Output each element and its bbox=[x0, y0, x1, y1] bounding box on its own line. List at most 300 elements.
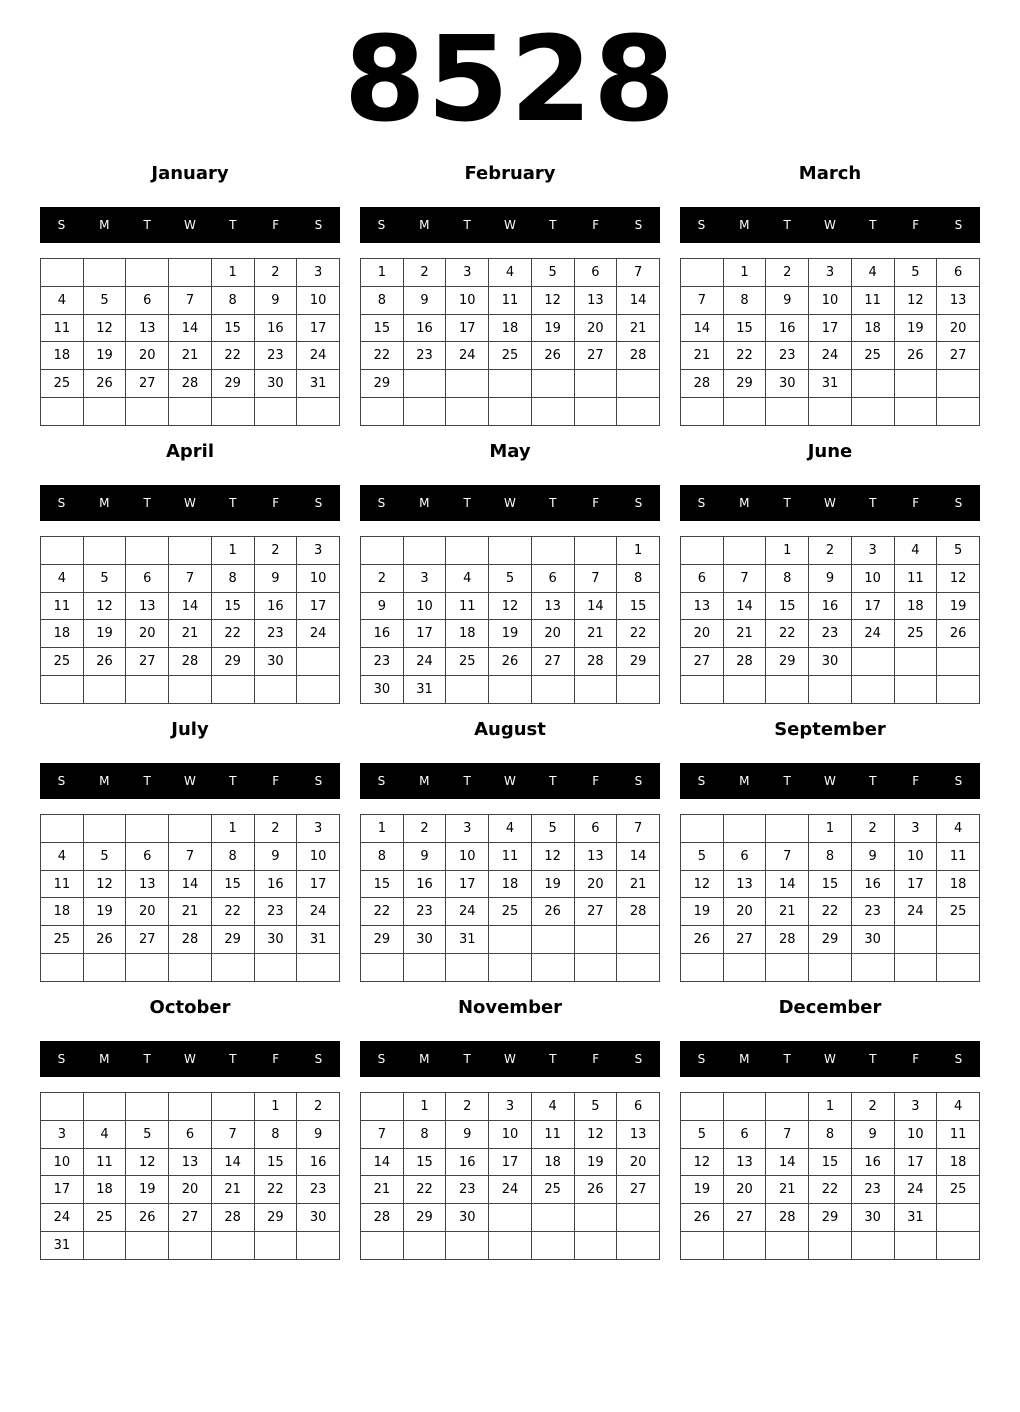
day-cell: 9 bbox=[446, 1120, 489, 1148]
day-cell: 20 bbox=[723, 1176, 766, 1204]
day-cell: 26 bbox=[83, 370, 126, 398]
day-cell bbox=[937, 1204, 980, 1232]
day-cell: 25 bbox=[937, 1176, 980, 1204]
day-cell bbox=[169, 1093, 212, 1121]
day-cell bbox=[41, 398, 84, 426]
day-cell: 25 bbox=[489, 898, 532, 926]
week-row bbox=[681, 842, 980, 870]
day-cell: 8 bbox=[361, 286, 404, 314]
day-cell: 25 bbox=[41, 648, 84, 676]
day-cell: 22 bbox=[254, 1176, 297, 1204]
day-cell bbox=[489, 954, 532, 982]
month-title: April bbox=[165, 441, 215, 462]
day-cell bbox=[574, 1232, 617, 1260]
day-cell bbox=[531, 398, 574, 426]
day-cell bbox=[937, 370, 980, 398]
week-row bbox=[361, 342, 660, 370]
day-cell bbox=[361, 1093, 404, 1121]
weekday-label: W bbox=[184, 774, 196, 788]
day-cell bbox=[937, 648, 980, 676]
day-cell: 24 bbox=[297, 342, 340, 370]
day-cell: 6 bbox=[723, 842, 766, 870]
day-cell: 7 bbox=[723, 564, 766, 592]
day-cell: 9 bbox=[254, 286, 297, 314]
day-cell: 19 bbox=[126, 1176, 169, 1204]
week-row bbox=[361, 314, 660, 342]
day-cell: 28 bbox=[361, 1204, 404, 1232]
day-cell: 25 bbox=[41, 370, 84, 398]
weekday-label: F bbox=[912, 774, 920, 788]
day-cell: 13 bbox=[681, 592, 724, 620]
day-grid bbox=[360, 814, 660, 982]
day-cell: 8 bbox=[211, 564, 254, 592]
weekday-label: F bbox=[272, 774, 280, 788]
day-cell: 29 bbox=[211, 370, 254, 398]
day-cell: 24 bbox=[446, 342, 489, 370]
day-cell: 21 bbox=[169, 898, 212, 926]
day-grid bbox=[40, 814, 340, 982]
day-cell bbox=[169, 815, 212, 843]
weekday-label: F bbox=[912, 496, 920, 510]
day-cell: 2 bbox=[403, 259, 446, 287]
day-cell: 7 bbox=[617, 259, 660, 287]
week-row bbox=[361, 592, 660, 620]
weekday-label: S bbox=[954, 218, 963, 232]
day-cell: 15 bbox=[809, 870, 852, 898]
day-cell: 8 bbox=[361, 842, 404, 870]
day-cell: 4 bbox=[937, 815, 980, 843]
day-cell bbox=[531, 926, 574, 954]
day-cell: 27 bbox=[681, 648, 724, 676]
day-cell: 8 bbox=[809, 842, 852, 870]
day-cell: 17 bbox=[297, 592, 340, 620]
day-cell: 23 bbox=[446, 1176, 489, 1204]
day-cell: 19 bbox=[894, 314, 937, 342]
day-cell: 29 bbox=[254, 1204, 297, 1232]
day-cell: 16 bbox=[851, 1148, 894, 1176]
day-cell: 27 bbox=[574, 898, 617, 926]
day-cell: 24 bbox=[489, 1176, 532, 1204]
day-cell: 26 bbox=[83, 648, 126, 676]
day-cell: 20 bbox=[937, 314, 980, 342]
day-cell: 26 bbox=[937, 620, 980, 648]
day-cell: 2 bbox=[254, 537, 297, 565]
day-cell: 14 bbox=[617, 286, 660, 314]
day-cell bbox=[617, 398, 660, 426]
day-cell: 1 bbox=[211, 815, 254, 843]
day-cell: 18 bbox=[83, 1176, 126, 1204]
weekday-label: W bbox=[184, 1052, 196, 1066]
day-cell bbox=[531, 954, 574, 982]
day-cell: 26 bbox=[681, 926, 724, 954]
day-cell: 4 bbox=[41, 564, 84, 592]
day-cell: 29 bbox=[617, 648, 660, 676]
day-cell bbox=[894, 954, 937, 982]
weekday-label: S bbox=[634, 774, 643, 788]
day-cell bbox=[617, 926, 660, 954]
day-cell: 5 bbox=[574, 1093, 617, 1121]
day-cell bbox=[297, 398, 340, 426]
day-cell bbox=[574, 926, 617, 954]
day-cell: 12 bbox=[937, 564, 980, 592]
day-cell: 19 bbox=[681, 898, 724, 926]
day-cell bbox=[937, 398, 980, 426]
day-cell: 15 bbox=[809, 1148, 852, 1176]
weekday-label: W bbox=[824, 496, 836, 510]
day-cell: 11 bbox=[41, 592, 84, 620]
day-cell: 10 bbox=[297, 286, 340, 314]
day-cell: 20 bbox=[126, 620, 169, 648]
day-cell bbox=[297, 954, 340, 982]
day-cell bbox=[446, 537, 489, 565]
day-cell bbox=[851, 954, 894, 982]
day-cell: 26 bbox=[83, 926, 126, 954]
day-cell: 21 bbox=[169, 620, 212, 648]
day-grid bbox=[360, 1092, 660, 1260]
week-row bbox=[41, 1120, 340, 1148]
week-row bbox=[41, 870, 340, 898]
weekday-label: W bbox=[824, 1052, 836, 1066]
day-grid bbox=[360, 536, 660, 704]
day-cell bbox=[851, 676, 894, 704]
weekday-label: T bbox=[229, 1052, 237, 1066]
week-row bbox=[41, 286, 340, 314]
day-cell bbox=[681, 398, 724, 426]
day-cell: 1 bbox=[361, 815, 404, 843]
weekday-label: T bbox=[463, 1052, 471, 1066]
day-cell: 22 bbox=[361, 342, 404, 370]
day-cell bbox=[126, 537, 169, 565]
day-cell bbox=[126, 954, 169, 982]
weekday-label: T bbox=[143, 218, 151, 232]
day-cell: 12 bbox=[489, 592, 532, 620]
day-cell bbox=[254, 676, 297, 704]
day-cell bbox=[531, 537, 574, 565]
day-cell: 17 bbox=[894, 870, 937, 898]
day-cell: 15 bbox=[723, 314, 766, 342]
day-cell: 20 bbox=[169, 1176, 212, 1204]
month-title: September bbox=[774, 719, 886, 740]
day-cell: 4 bbox=[851, 259, 894, 287]
week-row bbox=[681, 286, 980, 314]
day-cell bbox=[41, 1093, 84, 1121]
week-row bbox=[681, 1148, 980, 1176]
week-row bbox=[361, 564, 660, 592]
weekday-label: T bbox=[229, 218, 237, 232]
day-cell: 25 bbox=[531, 1176, 574, 1204]
day-cell: 5 bbox=[83, 564, 126, 592]
day-cell: 11 bbox=[851, 286, 894, 314]
day-cell: 18 bbox=[937, 1148, 980, 1176]
day-cell: 22 bbox=[211, 342, 254, 370]
day-cell: 4 bbox=[83, 1120, 126, 1148]
day-cell: 11 bbox=[937, 842, 980, 870]
day-cell bbox=[574, 398, 617, 426]
day-cell: 23 bbox=[254, 620, 297, 648]
day-cell: 2 bbox=[446, 1093, 489, 1121]
day-cell: 14 bbox=[574, 592, 617, 620]
day-cell: 3 bbox=[894, 815, 937, 843]
day-cell: 12 bbox=[531, 842, 574, 870]
weekday-label: F bbox=[912, 218, 920, 232]
day-cell: 20 bbox=[617, 1148, 660, 1176]
day-cell bbox=[126, 1093, 169, 1121]
day-cell: 6 bbox=[574, 815, 617, 843]
day-cell: 16 bbox=[254, 870, 297, 898]
day-cell bbox=[489, 676, 532, 704]
day-cell bbox=[723, 1232, 766, 1260]
day-cell: 29 bbox=[809, 1204, 852, 1232]
day-cell bbox=[83, 537, 126, 565]
day-cell bbox=[617, 954, 660, 982]
weekday-label: T bbox=[229, 774, 237, 788]
day-cell bbox=[894, 926, 937, 954]
day-cell: 1 bbox=[809, 815, 852, 843]
day-cell: 28 bbox=[617, 342, 660, 370]
day-cell: 17 bbox=[297, 314, 340, 342]
day-cell: 26 bbox=[489, 648, 532, 676]
day-cell bbox=[617, 1232, 660, 1260]
day-cell: 29 bbox=[361, 926, 404, 954]
day-cell: 7 bbox=[169, 564, 212, 592]
weekday-label: T bbox=[869, 1052, 877, 1066]
day-cell bbox=[851, 1232, 894, 1260]
day-cell: 17 bbox=[297, 870, 340, 898]
day-cell bbox=[297, 1232, 340, 1260]
day-cell: 4 bbox=[41, 286, 84, 314]
day-cell bbox=[531, 1232, 574, 1260]
day-cell: 28 bbox=[617, 898, 660, 926]
day-cell bbox=[169, 676, 212, 704]
day-cell bbox=[83, 398, 126, 426]
day-cell: 15 bbox=[361, 314, 404, 342]
day-cell bbox=[83, 676, 126, 704]
year-title: 8528 bbox=[343, 10, 677, 148]
weekday-label: S bbox=[314, 218, 323, 232]
day-cell: 23 bbox=[851, 1176, 894, 1204]
day-cell: 24 bbox=[297, 898, 340, 926]
day-cell bbox=[894, 1232, 937, 1260]
day-cell: 15 bbox=[211, 592, 254, 620]
week-row bbox=[681, 676, 980, 704]
day-cell: 23 bbox=[403, 898, 446, 926]
weekday-label: S bbox=[377, 774, 386, 788]
day-cell: 10 bbox=[489, 1120, 532, 1148]
day-cell bbox=[574, 676, 617, 704]
day-cell: 17 bbox=[894, 1148, 937, 1176]
weekday-label: S bbox=[697, 218, 706, 232]
day-cell: 23 bbox=[361, 648, 404, 676]
day-cell: 3 bbox=[41, 1120, 84, 1148]
weekday-label: T bbox=[783, 218, 791, 232]
week-row bbox=[41, 1176, 340, 1204]
week-row bbox=[681, 259, 980, 287]
day-cell: 19 bbox=[681, 1176, 724, 1204]
day-cell bbox=[41, 815, 84, 843]
day-cell: 22 bbox=[361, 898, 404, 926]
weekday-label: T bbox=[549, 218, 557, 232]
day-cell: 29 bbox=[723, 370, 766, 398]
day-cell: 26 bbox=[531, 898, 574, 926]
day-cell: 29 bbox=[403, 1204, 446, 1232]
week-row bbox=[681, 370, 980, 398]
day-cell: 17 bbox=[41, 1176, 84, 1204]
week-row bbox=[681, 898, 980, 926]
day-cell: 19 bbox=[489, 620, 532, 648]
day-cell: 2 bbox=[254, 815, 297, 843]
day-cell: 6 bbox=[126, 564, 169, 592]
weekday-label: W bbox=[824, 218, 836, 232]
day-cell: 10 bbox=[297, 842, 340, 870]
day-cell: 3 bbox=[446, 815, 489, 843]
weekday-label: M bbox=[419, 218, 430, 232]
day-cell: 21 bbox=[681, 342, 724, 370]
weekday-label: S bbox=[377, 496, 386, 510]
day-cell: 30 bbox=[361, 676, 404, 704]
weekday-label: T bbox=[549, 774, 557, 788]
day-cell bbox=[681, 259, 724, 287]
week-row bbox=[41, 342, 340, 370]
day-cell: 9 bbox=[254, 564, 297, 592]
day-cell: 11 bbox=[894, 564, 937, 592]
day-cell: 17 bbox=[489, 1148, 532, 1176]
day-cell bbox=[681, 954, 724, 982]
week-row bbox=[681, 870, 980, 898]
day-cell: 12 bbox=[83, 314, 126, 342]
day-cell: 12 bbox=[574, 1120, 617, 1148]
day-cell bbox=[361, 537, 404, 565]
day-cell bbox=[211, 398, 254, 426]
day-cell: 5 bbox=[83, 842, 126, 870]
weekday-label: T bbox=[463, 218, 471, 232]
day-cell bbox=[766, 1093, 809, 1121]
week-row bbox=[361, 842, 660, 870]
day-cell bbox=[211, 1232, 254, 1260]
day-cell: 28 bbox=[169, 370, 212, 398]
day-cell: 1 bbox=[211, 259, 254, 287]
day-cell: 17 bbox=[446, 314, 489, 342]
day-cell: 1 bbox=[617, 537, 660, 565]
day-grid bbox=[680, 1092, 980, 1260]
day-cell bbox=[531, 370, 574, 398]
day-cell: 21 bbox=[766, 898, 809, 926]
week-row bbox=[681, 537, 980, 565]
day-cell: 14 bbox=[617, 842, 660, 870]
day-cell bbox=[446, 954, 489, 982]
day-cell: 22 bbox=[766, 620, 809, 648]
day-cell: 9 bbox=[809, 564, 852, 592]
day-cell: 4 bbox=[489, 259, 532, 287]
day-cell: 14 bbox=[723, 592, 766, 620]
day-cell bbox=[83, 815, 126, 843]
day-cell: 1 bbox=[403, 1093, 446, 1121]
day-cell: 9 bbox=[851, 1120, 894, 1148]
weekday-label: S bbox=[314, 774, 323, 788]
day-cell: 29 bbox=[211, 926, 254, 954]
day-cell: 22 bbox=[809, 1176, 852, 1204]
day-cell bbox=[574, 1204, 617, 1232]
day-cell: 6 bbox=[126, 286, 169, 314]
week-row bbox=[681, 1204, 980, 1232]
day-cell: 22 bbox=[403, 1176, 446, 1204]
day-cell bbox=[723, 676, 766, 704]
weekday-label: W bbox=[184, 496, 196, 510]
day-cell: 21 bbox=[361, 1176, 404, 1204]
day-cell: 26 bbox=[531, 342, 574, 370]
day-cell: 20 bbox=[531, 620, 574, 648]
weekday-label: W bbox=[184, 218, 196, 232]
day-cell: 6 bbox=[169, 1120, 212, 1148]
day-cell: 9 bbox=[766, 286, 809, 314]
day-cell: 8 bbox=[254, 1120, 297, 1148]
day-cell bbox=[211, 954, 254, 982]
day-grid bbox=[680, 814, 980, 982]
weekday-label: T bbox=[869, 218, 877, 232]
day-cell bbox=[83, 1232, 126, 1260]
weekday-label: M bbox=[99, 1052, 110, 1066]
day-cell: 10 bbox=[41, 1148, 84, 1176]
day-cell: 4 bbox=[446, 564, 489, 592]
day-cell: 13 bbox=[531, 592, 574, 620]
day-cell: 11 bbox=[489, 842, 532, 870]
day-cell bbox=[894, 370, 937, 398]
day-cell: 7 bbox=[169, 842, 212, 870]
day-cell: 16 bbox=[254, 314, 297, 342]
day-cell bbox=[126, 1232, 169, 1260]
weekday-label: T bbox=[783, 774, 791, 788]
weekday-header bbox=[680, 207, 980, 243]
day-cell: 8 bbox=[766, 564, 809, 592]
day-cell: 28 bbox=[723, 648, 766, 676]
weekday-label: S bbox=[57, 1052, 66, 1066]
week-row bbox=[681, 954, 980, 982]
weekday-label: F bbox=[592, 774, 600, 788]
week-row bbox=[41, 314, 340, 342]
day-cell bbox=[489, 370, 532, 398]
day-cell: 16 bbox=[809, 592, 852, 620]
day-cell: 14 bbox=[169, 870, 212, 898]
day-cell: 2 bbox=[403, 815, 446, 843]
weekday-label: F bbox=[272, 1052, 280, 1066]
day-cell bbox=[894, 648, 937, 676]
day-cell: 24 bbox=[809, 342, 852, 370]
day-cell: 13 bbox=[574, 286, 617, 314]
day-cell: 19 bbox=[574, 1148, 617, 1176]
weekday-label: T bbox=[143, 496, 151, 510]
day-cell: 11 bbox=[937, 1120, 980, 1148]
day-cell: 21 bbox=[617, 870, 660, 898]
weekday-label: T bbox=[463, 774, 471, 788]
day-cell bbox=[403, 398, 446, 426]
day-cell bbox=[297, 676, 340, 704]
day-cell: 6 bbox=[937, 259, 980, 287]
day-cell: 8 bbox=[211, 842, 254, 870]
day-cell bbox=[937, 926, 980, 954]
day-cell bbox=[617, 676, 660, 704]
day-cell: 29 bbox=[361, 370, 404, 398]
day-cell bbox=[169, 954, 212, 982]
day-cell bbox=[681, 1093, 724, 1121]
week-row bbox=[361, 1232, 660, 1260]
day-cell: 17 bbox=[446, 870, 489, 898]
day-cell: 12 bbox=[681, 1148, 724, 1176]
weekday-label: W bbox=[504, 774, 516, 788]
day-cell: 25 bbox=[489, 342, 532, 370]
day-cell: 21 bbox=[169, 342, 212, 370]
day-cell: 15 bbox=[766, 592, 809, 620]
day-cell: 3 bbox=[297, 815, 340, 843]
day-cell: 19 bbox=[83, 620, 126, 648]
